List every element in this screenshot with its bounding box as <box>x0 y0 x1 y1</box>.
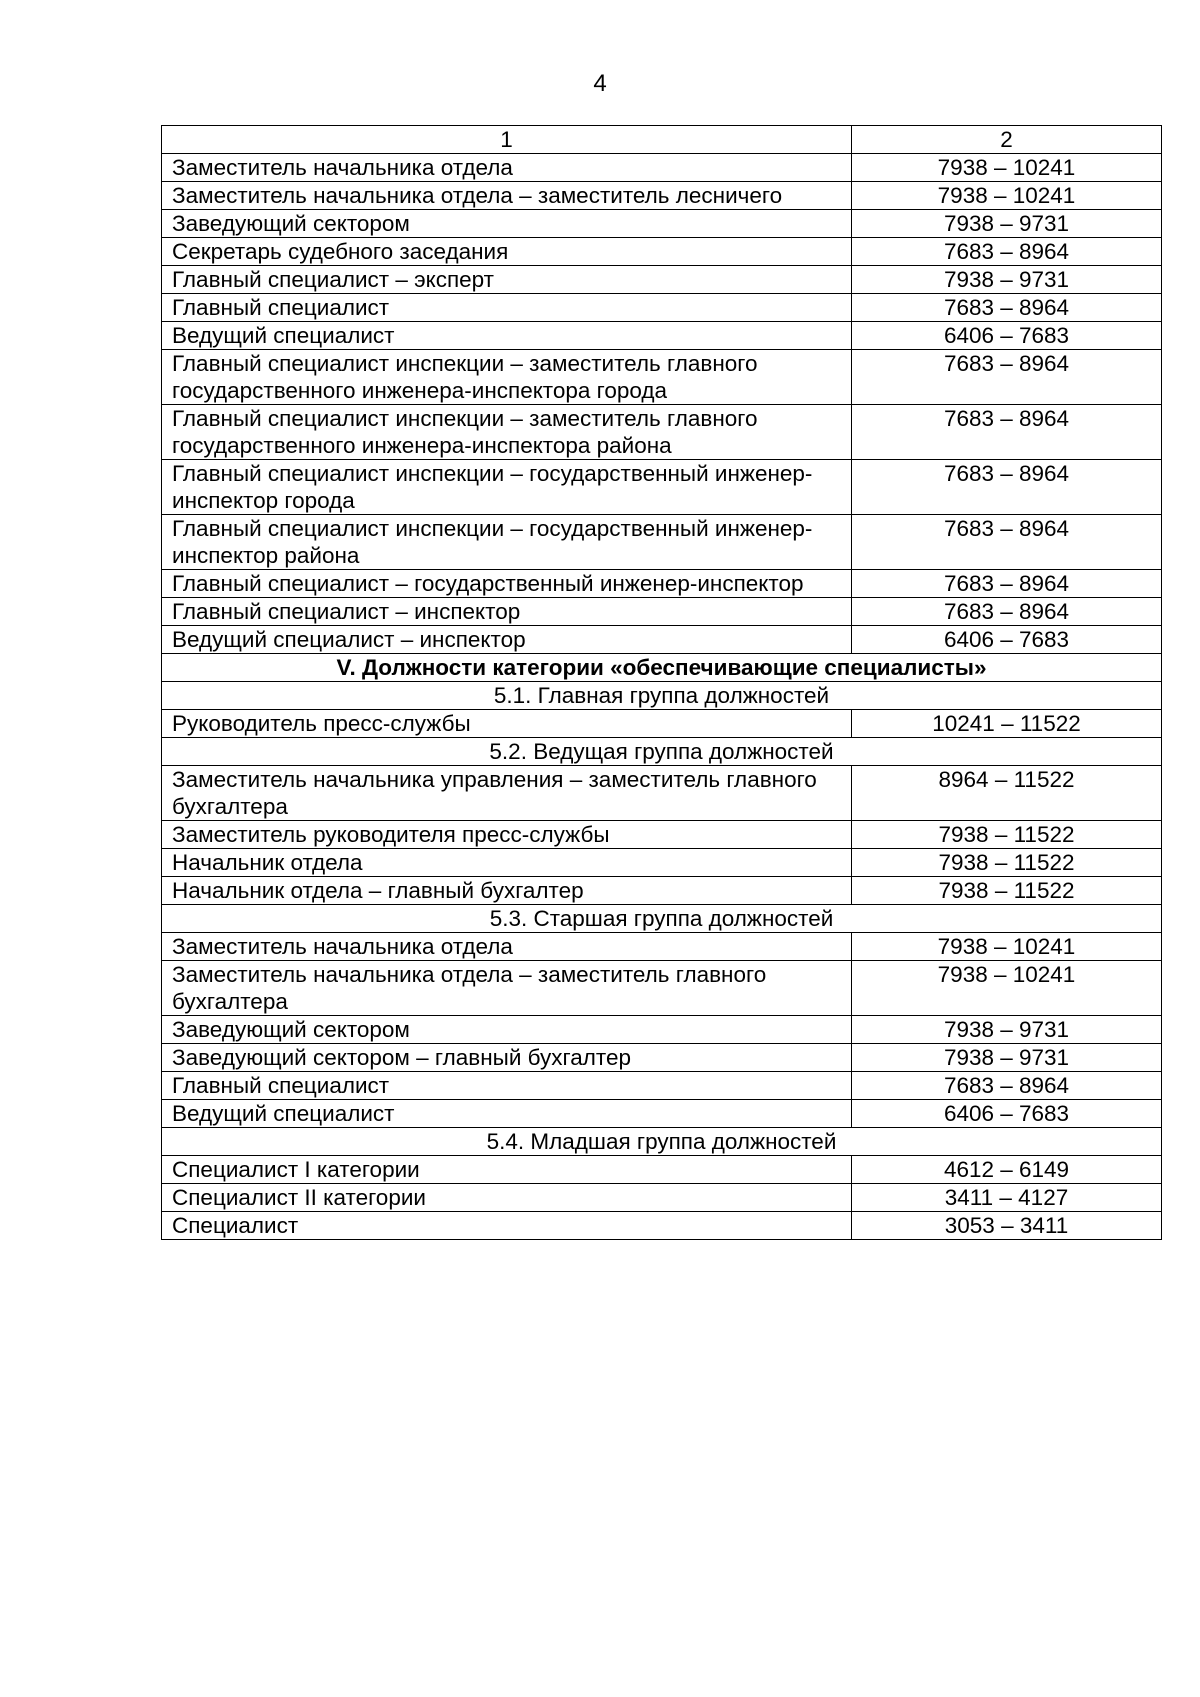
position-name: Начальник отдела – главный бухгалтер <box>162 877 852 905</box>
position-name: Секретарь судебного заседания <box>162 238 852 266</box>
table-row <box>162 405 1162 460</box>
table-row <box>162 1212 1162 1240</box>
salary-range: 7938 – 9731 <box>852 1044 1162 1072</box>
table-row <box>162 1016 1162 1044</box>
position-name: Специалист I категории <box>162 1156 852 1184</box>
salary-range: 6406 – 7683 <box>852 1100 1162 1128</box>
salary-range: 7683 – 8964 <box>852 405 1162 460</box>
table-row <box>162 182 1162 210</box>
salary-range: 8964 – 11522 <box>852 766 1162 821</box>
salary-range: 7938 – 9731 <box>852 210 1162 238</box>
salary-range: 7683 – 8964 <box>852 294 1162 322</box>
group-heading-row <box>162 738 1162 766</box>
table-row <box>162 1072 1162 1100</box>
group-heading: 5.1. Главная группа должностей <box>162 682 1162 710</box>
position-name: Главный специалист <box>162 294 852 322</box>
salary-range: 7683 – 8964 <box>852 350 1162 405</box>
position-name: Специалист <box>162 1212 852 1240</box>
salary-range: 3053 – 3411 <box>852 1212 1162 1240</box>
table-row <box>162 322 1162 350</box>
position-name: Ведущий специалист – инспектор <box>162 626 852 654</box>
salary-range: 3411 – 4127 <box>852 1184 1162 1212</box>
salary-range: 7683 – 8964 <box>852 598 1162 626</box>
table-row <box>162 766 1162 821</box>
table-body <box>162 126 1162 1240</box>
position-name: Заместитель начальника отдела – заместитель лесничего <box>162 182 852 210</box>
salary-range: 7938 – 11522 <box>852 821 1162 849</box>
salary-range: 6406 – 7683 <box>852 626 1162 654</box>
position-name: Заместитель начальника отдела <box>162 933 852 961</box>
position-name: Заведующий сектором <box>162 210 852 238</box>
table-row <box>162 238 1162 266</box>
table-row <box>162 821 1162 849</box>
category-heading: V. Должности категории «обеспечивающие специалисты» <box>162 654 1162 682</box>
position-name: Заместитель начальника отдела <box>162 154 852 182</box>
table-row <box>162 849 1162 877</box>
salary-range: 7938 – 10241 <box>852 933 1162 961</box>
group-heading-row <box>162 682 1162 710</box>
salary-range: 7938 – 11522 <box>852 849 1162 877</box>
group-heading-row <box>162 905 1162 933</box>
position-name: Начальник отдела <box>162 849 852 877</box>
position-name: Заместитель начальника отдела – заместитель главного бухгалтера <box>162 961 852 1016</box>
table-row <box>162 210 1162 238</box>
table-header-row <box>162 126 1162 154</box>
table-row <box>162 961 1162 1016</box>
position-name: Заведующий сектором – главный бухгалтер <box>162 1044 852 1072</box>
column-header-1: 1 <box>162 126 852 154</box>
position-name: Заместитель руководителя пресс-службы <box>162 821 852 849</box>
page-number: 4 <box>593 70 607 97</box>
table-row <box>162 1156 1162 1184</box>
table-row <box>162 598 1162 626</box>
table-row <box>162 570 1162 598</box>
table-row <box>162 1044 1162 1072</box>
position-name: Главный специалист – эксперт <box>162 266 852 294</box>
salary-range: 7683 – 8964 <box>852 1072 1162 1100</box>
salary-range: 7938 – 10241 <box>852 961 1162 1016</box>
position-name: Ведущий специалист <box>162 1100 852 1128</box>
position-name: Главный специалист инспекции – государственный инженер-инспектор города <box>162 460 852 515</box>
table-row <box>162 266 1162 294</box>
table-row <box>162 877 1162 905</box>
salary-range: 4612 – 6149 <box>852 1156 1162 1184</box>
position-name: Заместитель начальника управления – заместитель главного бухгалтера <box>162 766 852 821</box>
group-heading: 5.4. Младшая группа должностей <box>162 1128 1162 1156</box>
table-row <box>162 515 1162 570</box>
position-name: Заведующий сектором <box>162 1016 852 1044</box>
salary-table <box>161 125 1162 1240</box>
group-heading-row <box>162 1128 1162 1156</box>
position-name: Главный специалист – инспектор <box>162 598 852 626</box>
table-row <box>162 710 1162 738</box>
salary-range: 7683 – 8964 <box>852 460 1162 515</box>
table-row <box>162 350 1162 405</box>
position-name: Главный специалист <box>162 1072 852 1100</box>
table-row <box>162 1184 1162 1212</box>
position-name: Руководитель пресс-службы <box>162 710 852 738</box>
group-heading: 5.3. Старшая группа должностей <box>162 905 1162 933</box>
salary-range: 7938 – 10241 <box>852 182 1162 210</box>
position-name: Главный специалист инспекции – заместитель главного государственного инженера-инспектора района <box>162 405 852 460</box>
position-name: Главный специалист – государственный инженер-инспектор <box>162 570 852 598</box>
position-name: Ведущий специалист <box>162 322 852 350</box>
position-name: Специалист II категории <box>162 1184 852 1212</box>
salary-range: 7938 – 11522 <box>852 877 1162 905</box>
table-row <box>162 1100 1162 1128</box>
salary-range: 7683 – 8964 <box>852 515 1162 570</box>
table-row <box>162 626 1162 654</box>
salary-range: 7938 – 9731 <box>852 266 1162 294</box>
salary-range: 7683 – 8964 <box>852 570 1162 598</box>
salary-range: 10241 – 11522 <box>852 710 1162 738</box>
table-row <box>162 294 1162 322</box>
salary-range: 7938 – 10241 <box>852 154 1162 182</box>
salary-range: 7938 – 9731 <box>852 1016 1162 1044</box>
table-row <box>162 154 1162 182</box>
category-heading-row <box>162 654 1162 682</box>
salary-range: 7683 – 8964 <box>852 238 1162 266</box>
salary-range: 6406 – 7683 <box>852 322 1162 350</box>
position-name: Главный специалист инспекции – государственный инженер-инспектор района <box>162 515 852 570</box>
group-heading: 5.2. Ведущая группа должностей <box>162 738 1162 766</box>
column-header-2: 2 <box>852 126 1162 154</box>
position-name: Главный специалист инспекции – заместитель главного государственного инженера-инспектора города <box>162 350 852 405</box>
table-row <box>162 933 1162 961</box>
table-row <box>162 460 1162 515</box>
